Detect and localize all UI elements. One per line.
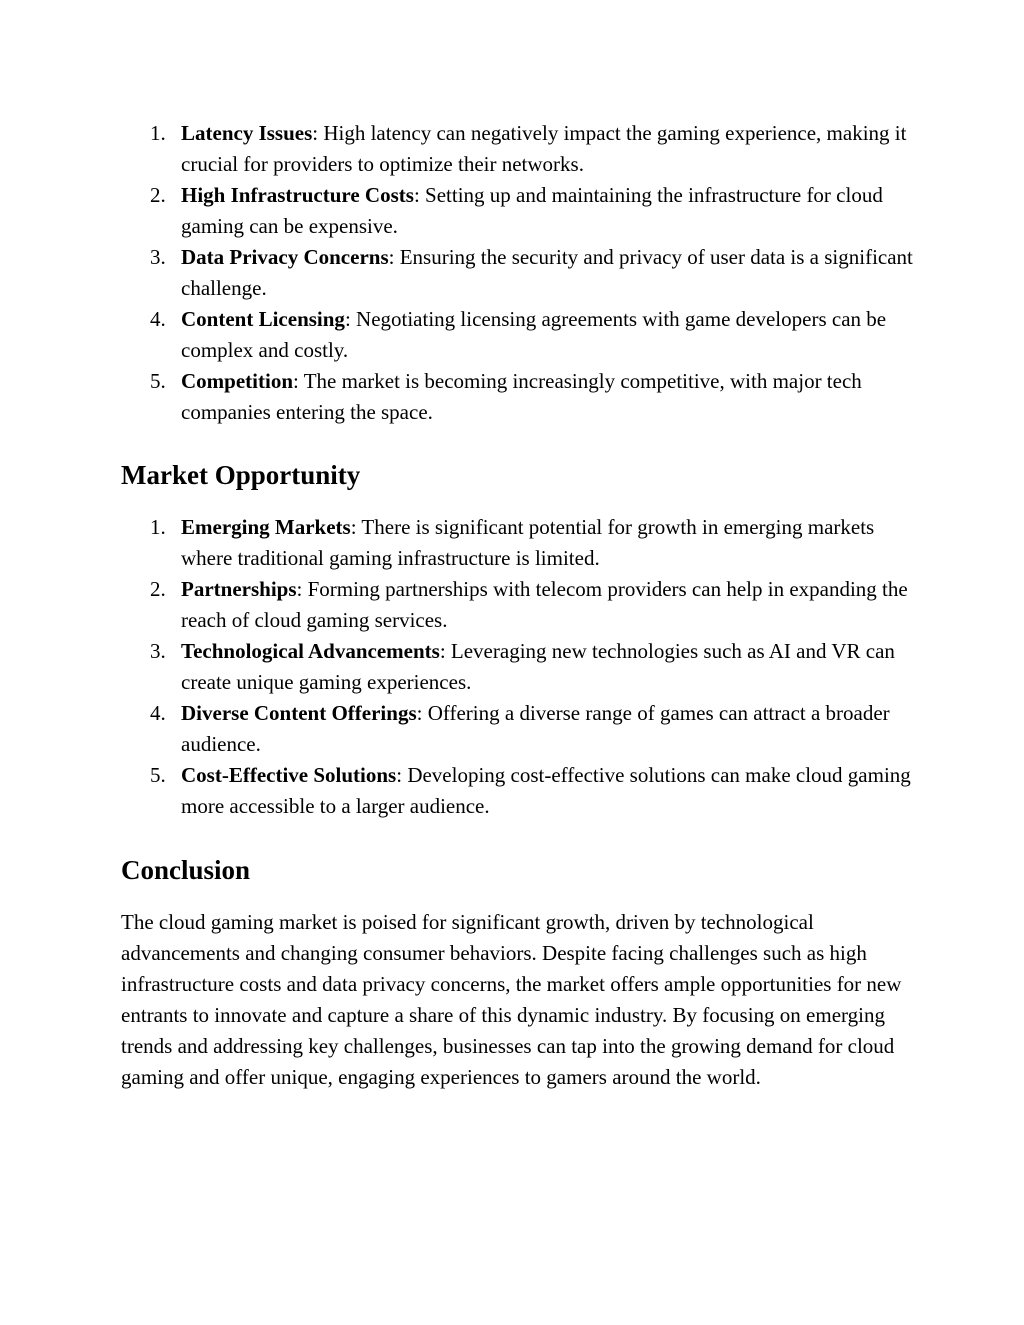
list-item-term: Technological Advancements bbox=[181, 639, 440, 663]
list-item-text: : High latency can negatively impact the gaming experience, making it crucial for providers to optimize their networks. bbox=[181, 121, 907, 176]
list-item-term: High Infrastructure Costs bbox=[181, 183, 414, 207]
list-number: 2. bbox=[150, 183, 166, 207]
list-number: 1. bbox=[150, 121, 166, 145]
list-item-text: : The market is becoming increasingly competitive, with major tech companies entering the space. bbox=[181, 369, 862, 424]
list-number: 2. bbox=[150, 577, 166, 601]
list-item bbox=[121, 512, 921, 574]
section-heading-conclusion: Conclusion bbox=[121, 855, 251, 885]
list-item-text: : Forming partnerships with telecom providers can help in expanding the reach of cloud gaming services. bbox=[181, 577, 908, 632]
list-number: 5. bbox=[150, 763, 166, 787]
list-item bbox=[121, 636, 921, 698]
section-heading-market-opportunity: Market Opportunity bbox=[121, 460, 361, 490]
document-content bbox=[121, 118, 921, 1093]
list-item bbox=[121, 118, 921, 180]
list-item-term: Emerging Markets bbox=[181, 515, 351, 539]
list-item-term: Content Licensing bbox=[181, 307, 345, 331]
list-number: 4. bbox=[150, 307, 166, 331]
conclusion-paragraph: The cloud gaming market is poised for significant growth, driven by technological advancements and changing consumer behaviors. Despite facing challenges such as high infrastructure costs and data privacy concerns, the market offers ample opportunities for new entrants to innovate and capture a share of this dynamic industry. By focusing on emerging trends and addressing key challenges, businesses can tap into the growing demand for cloud gaming and offer unique, engaging experiences to gamers around the world. bbox=[121, 910, 902, 1089]
list-item bbox=[121, 760, 921, 822]
list-item bbox=[121, 698, 921, 760]
challenges-list bbox=[121, 118, 921, 428]
list-number: 1. bbox=[150, 515, 166, 539]
list-item-text: : Ensuring the security and privacy of user data is a significant challenge. bbox=[181, 245, 913, 300]
list-item-text: : Offering a diverse range of games can attract a broader audience. bbox=[181, 701, 890, 756]
list-item-term: Partnerships bbox=[181, 577, 297, 601]
list-number: 3. bbox=[150, 639, 166, 663]
list-item bbox=[121, 180, 921, 242]
list-number: 3. bbox=[150, 245, 166, 269]
list-item bbox=[121, 242, 921, 304]
list-item-term: Competition bbox=[181, 369, 293, 393]
list-item-term: Cost-Effective Solutions bbox=[181, 763, 397, 787]
list-item-term: Diverse Content Offerings bbox=[181, 701, 417, 725]
list-item-text: : Developing cost-effective solutions can make cloud gaming more accessible to a larger audience. bbox=[181, 763, 911, 818]
market-opportunity-list bbox=[121, 512, 921, 822]
list-item-text: : Negotiating licensing agreements with game developers can be complex and costly. bbox=[181, 307, 887, 362]
list-item bbox=[121, 366, 921, 428]
list-item-text: : Setting up and maintaining the infrastructure for cloud gaming can be expensive. bbox=[181, 183, 883, 238]
list-number: 5. bbox=[150, 369, 166, 393]
list-item-term: Data Privacy Concerns bbox=[181, 245, 389, 269]
list-item-text: : There is significant potential for growth in emerging markets where traditional gaming infrastructure is limited. bbox=[181, 515, 875, 570]
list-item bbox=[121, 304, 921, 366]
list-item bbox=[121, 574, 921, 636]
list-number: 4. bbox=[150, 701, 166, 725]
list-item-text: : Leveraging new technologies such as AI and VR can create unique gaming experiences. bbox=[181, 639, 895, 694]
list-item-term: Latency Issues bbox=[181, 121, 313, 145]
